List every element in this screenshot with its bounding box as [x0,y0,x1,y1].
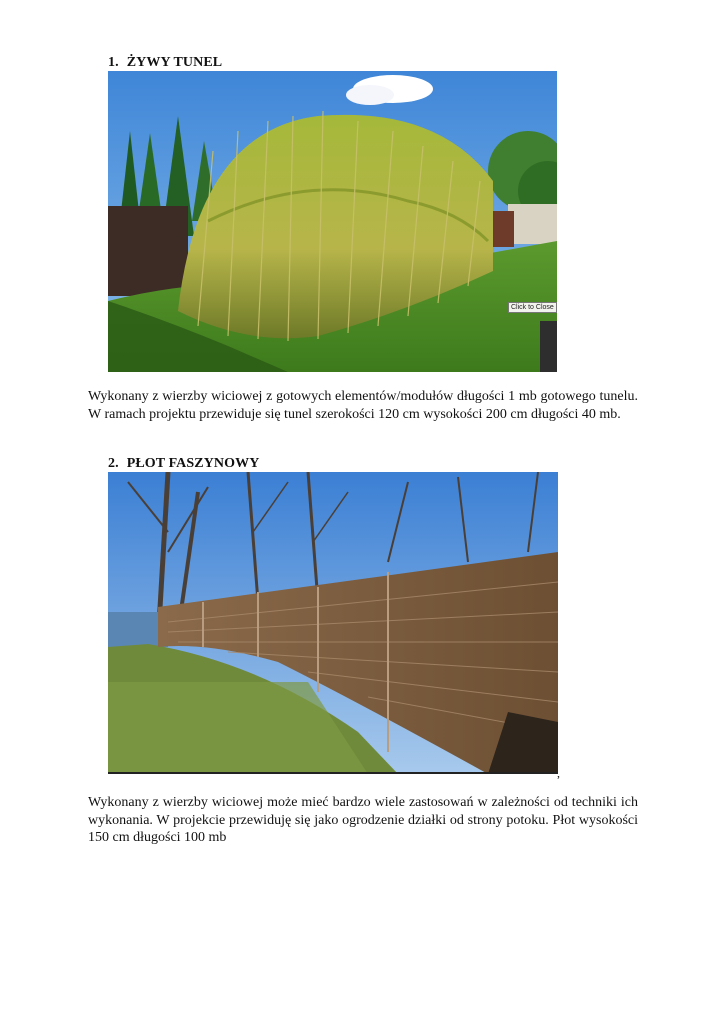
section-2-line-1: Wykonany z wierzby wiciowej może mieć bardzo wiele zastosowań w zależności od techniki [88,795,617,810]
section-2-line-3: wysokości 150 cm długości 100 mb [88,812,639,845]
section-1-paragraph [88,388,638,423]
section-2-paragraph [88,794,638,847]
section-2-heading [108,456,259,472]
section-1-number: 1. [108,55,119,70]
click-to-close-tooltip[interactable]: Click to Close [508,302,557,313]
section-1-line-1: Wykonany z wierzby wiciowej z gotowych elementów/modułów długości 1 mb gotowego [88,389,596,404]
fascine-fence-photo [108,472,558,774]
section-1-title: ŻYWY TUNEL [126,55,223,70]
living-tunnel-photo [108,71,557,372]
section-1-line-2: tunelu. W ramach projektu przewiduje się tunel szerokości 120 cm wysokości 200 cm [88,389,639,422]
stray-comma: , [557,766,560,780]
section-1-line-3: długości 40 mb. [530,406,621,422]
section-2-number: 2. [108,456,119,471]
section-1-heading [108,55,222,71]
section-2-line-2: ich wykonania. W projekcie przewiduję się jako ogrodzenie działki od strony potoku. Płot [88,795,639,828]
section-2-title: PŁOT FASZYNOWY [126,456,260,471]
